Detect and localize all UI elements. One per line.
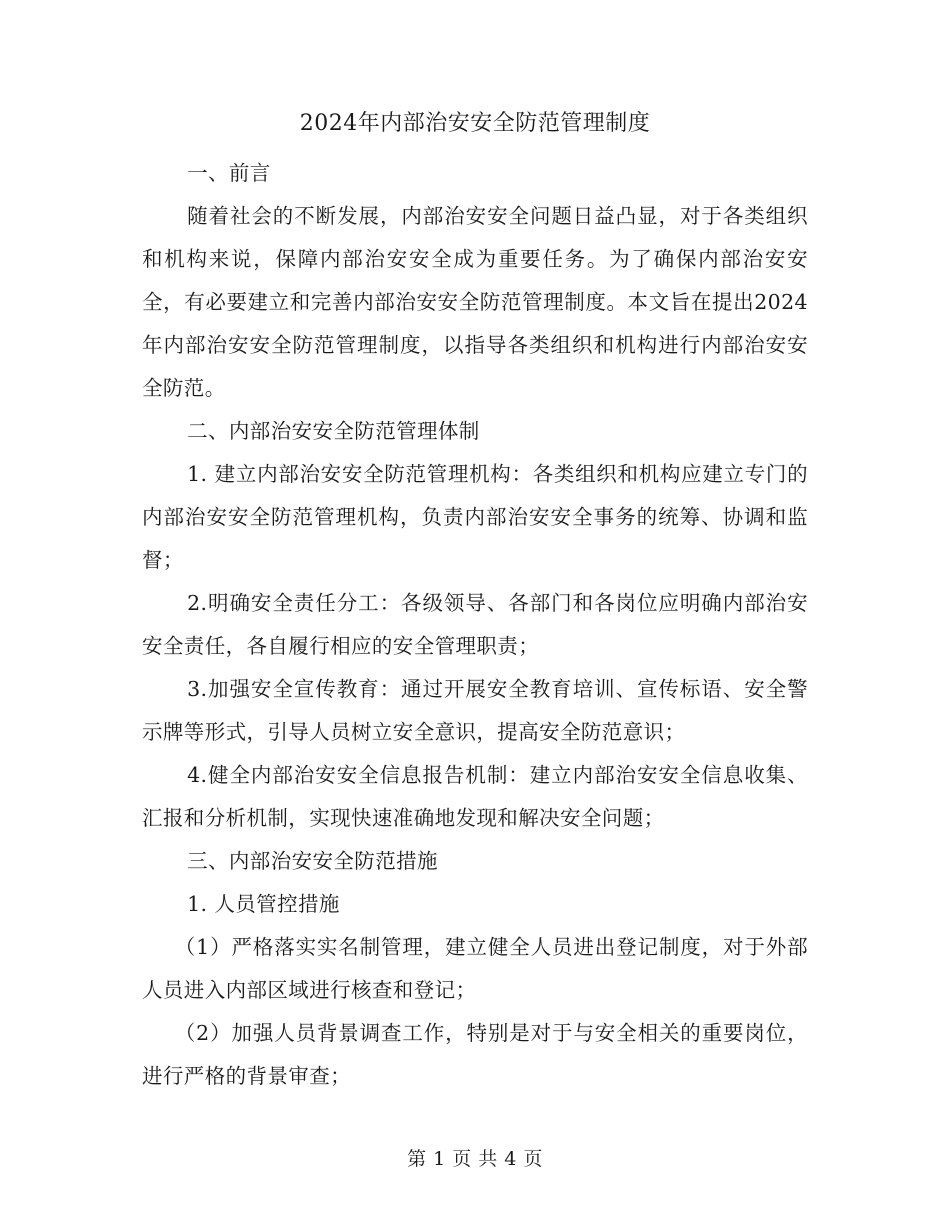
section-heading-management-system: 二、内部治安安全防范管理体制 bbox=[187, 419, 480, 443]
section-heading-measures: 三、内部治安安全防范措施 bbox=[187, 849, 438, 873]
list-item-responsibility: 2.明确安全责任分工：各级领导、各部门和各岗位应明确内部治安安全责任，各自履行相应的安全管理职责； bbox=[142, 591, 808, 658]
list-item-real-name: （1）严格落实实名制管理，建立健全人员进出登记制度，对于外部人员进入内部区域进行核查和登记； bbox=[142, 935, 808, 1002]
list-item-education: 3.加强安全宣传教育：通过开展安全教育培训、宣传标语、安全警示牌等形式，引导人员树立安全意识，提高安全防范意识； bbox=[142, 677, 808, 744]
document-body bbox=[142, 152, 808, 1098]
list-item-info-reporting: 4.健全内部治安安全信息报告机制：建立内部治安安全信息收集、汇报和分析机制，实现快速准确地发现和解决安全问题； bbox=[142, 763, 808, 830]
paragraph-preface-text: 随着社会的不断发展，内部治安安全问题日益凸显，对于各类组织和机构来说，保障内部治安安全成为重要任务。为了确保内部治安安全，有必要建立和完善内部治安安全防范管理制度。本文旨在提出2024年内部治安安全防范管理制度，以指导各类组织和机构进行内部治安安全防范。 bbox=[142, 204, 808, 400]
list-item-management-body: 1. 建立内部治安安全防范管理机构：各类组织和机构应建立专门的内部治安安全防范管理机构，负责内部治安安全事务的统筹、协调和监督； bbox=[142, 462, 808, 572]
document-title: 2024年内部治安安全防范管理制度 bbox=[299, 111, 651, 136]
subheading-personnel-control: 1. 人员管控措施 bbox=[187, 892, 340, 916]
list-item-background-check: （2）加强人员背景调查工作，特别是对于与安全相关的重要岗位，进行严格的背景审查； bbox=[142, 1021, 808, 1088]
section-heading-preface: 一、前言 bbox=[187, 161, 271, 185]
page-number-footer: 第 1 页 共 4 页 bbox=[407, 1148, 543, 1170]
